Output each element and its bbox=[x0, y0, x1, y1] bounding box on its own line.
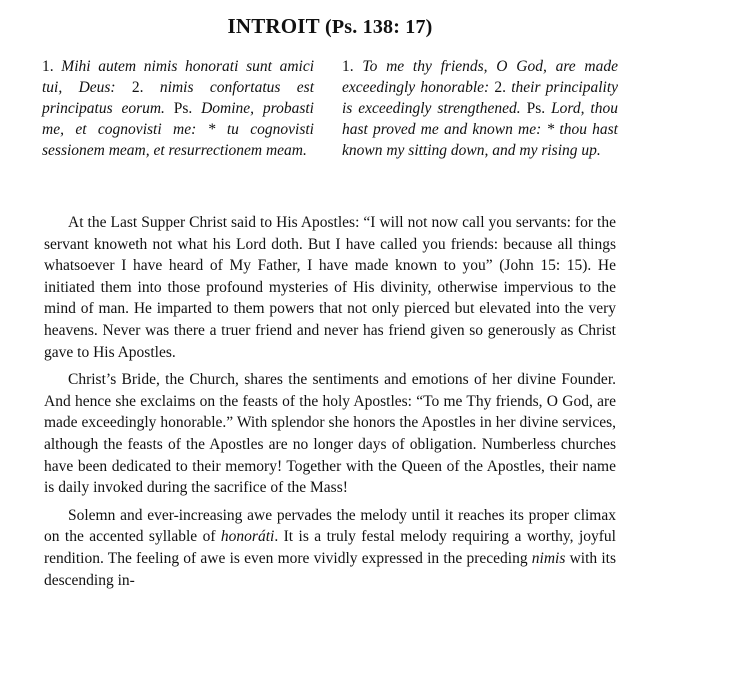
text-run: Solemn and ever-increasing awe pervades the melody until it reaches its proper climax on the accented syllable of bbox=[44, 506, 616, 546]
paragraph bbox=[44, 505, 616, 591]
text-run: Ps. bbox=[164, 100, 202, 117]
italic-run: their principality is exceedingly strengthened. bbox=[342, 79, 618, 117]
text-run: At the Last Supper Christ said to His Apostles: “I will not now call you servants: for the servant knoweth not what his Lord doth. But I have called you friends: because all things whatsoever I have heard of My Father, I have made known to you” (John 15: 15). He initiated them into those profound mysteries of His divinity, otherwise impervious to the mind of man. He imparted to them powers that not only pierced but elevated into the very heavens. Never was there a truer friend and never has friend given so generously as Christ gave to His Apostles. bbox=[44, 214, 616, 361]
paragraph bbox=[44, 369, 616, 499]
text-run: with its descending in- bbox=[44, 549, 617, 589]
title-reference: (Ps. 138: 17) bbox=[324, 16, 433, 38]
commentary-body bbox=[44, 212, 616, 597]
paragraph bbox=[44, 212, 616, 363]
italic-run: Lord, thou hast proved me and known me: * thou hast known my sitting down, and my rising up. bbox=[342, 100, 618, 159]
title-text: INTROIT bbox=[227, 14, 320, 38]
latin-text bbox=[42, 56, 314, 161]
text-run: 1. bbox=[342, 58, 363, 75]
text-run: Christ’s Bride, the Church, shares the sentiments and emotions of her divine Founder. And hence she exclaims on the feasts of the holy Apostles: “To me Thy friends, O God, are made exceedingly honorable.” With splendor she honors the Apostles in her divine services, although the feasts of the Apostles are no longer days of obligation. Numberless churches have been dedicated to their memory! Together with the Queen of the Apostles, their name is daily invoked during the sacrifice of the Mass! bbox=[44, 371, 616, 497]
text-run: Ps. bbox=[520, 100, 552, 117]
italic-run: honoráti bbox=[220, 528, 275, 546]
italic-run: nimis confortatus est principatus eorum. bbox=[42, 79, 315, 117]
text-run: . It is a truly festal melody requiring a worthy, joyful rendition. The feeling of awe is even more vividly expressed in the preceding bbox=[44, 528, 616, 567]
english-text bbox=[342, 56, 618, 161]
text-run: 1. bbox=[42, 58, 62, 75]
page-title bbox=[0, 14, 660, 39]
italic-run: nimis bbox=[531, 549, 566, 567]
text-run: 2. bbox=[489, 79, 512, 96]
italic-run: To me thy friends, O God, are made exceedingly honorable: bbox=[342, 58, 619, 96]
italic-run: Mihi autem nimis honorati sunt amici tui, Deus: bbox=[42, 58, 315, 96]
english-column bbox=[342, 56, 618, 161]
text-run: 2. bbox=[115, 79, 160, 96]
latin-column bbox=[42, 56, 314, 161]
italic-run: Domine, probasti me, et cognovisti me: * tu cognovisti sessionem meam, et resurrectionem meam. bbox=[42, 100, 314, 159]
